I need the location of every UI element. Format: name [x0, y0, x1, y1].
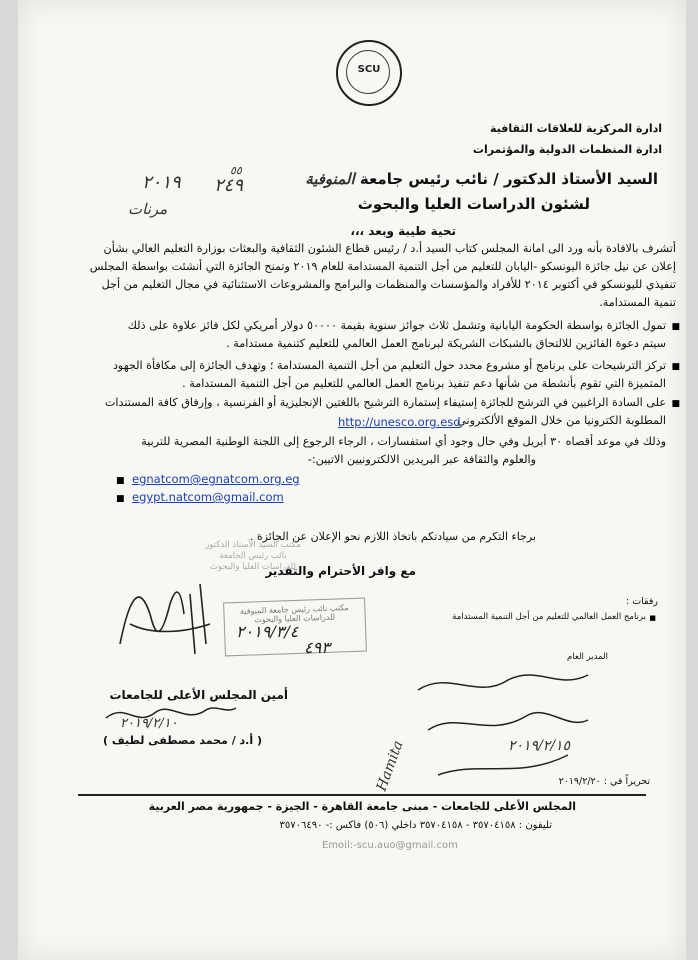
letter-page — [18, 0, 686, 960]
greeting: تحية طيبة وبعد ،،، — [350, 224, 456, 238]
bullet-icon: ■ — [671, 399, 680, 409]
request-text: برجاء التكرم من سيادتكم باتخاذ اللازم نحو الإعلان عن الجائزة . — [249, 530, 536, 543]
document-date: تحريراً في : ٢٠١٩/٢/٢٠ — [558, 776, 650, 787]
footer-address: المجلس الأعلى للجامعات - مبنى جامعة القاهرة - الجيزة - جمهورية مصر العربية — [148, 800, 576, 813]
attachment-item: برنامج العمل العالمي للتعليم من أجل التنمية المستدامة — [452, 612, 646, 622]
handwritten-side-note: Hamita — [373, 738, 407, 794]
deadline-line: والعلوم والثقافة عبر البريدين الالكترونيين الاتيين:- — [307, 453, 536, 466]
closing-text: مع وافر الأحترام والتقدير — [265, 564, 416, 578]
addressee-line-2: لشئون الدراسات العليا والبحوث — [357, 195, 590, 213]
email-link-2[interactable]: egypt.natcom@gmail.com — [132, 490, 284, 504]
paragraph-line: إعلان عن نيل جائزة اليونسكو -اليابان للتعليم من أجل التنمية المستدامة للعام ٢٠١٩ وتمنح الجائزة التي أنشئت بواسطة المجلس — [89, 260, 676, 273]
unesco-link[interactable]: http://unesco.org.esd — [338, 415, 461, 429]
paragraph-line: أتشرف بالافادة بأنه ورد الى امانة المجلس كتاب السيد أ.د / رئيس قطاع الشئون الثقافية والبعثات بوزارة التعليم العالي بشأن — [103, 242, 676, 255]
bullet-line: المطلوبة الكترونيا من خلال الموقع الألكتروني — [457, 414, 666, 427]
director-signature — [398, 660, 598, 790]
bullet-line: تمول الجائزة بواسطة الحكومة اليابانية وتشمل ثلاث جوائز سنوية بقيمة ٥٠٠٠٠ دولار أمريكي لكل فائز علاوة على ذلك — [127, 319, 666, 332]
bullet-icon: ■ — [116, 476, 125, 486]
bullet-line: سيتم دعوة الفائزين للالتحاق بالشبكات الشريكة لبرنامج العمل العالمي للتعليم كتنمية مستدامة . — [226, 337, 666, 350]
handwritten-ref-sup: ٥٥ — [230, 164, 242, 177]
secretary-handwritten-date: ٢٠١٩/٢/١٠ — [120, 716, 178, 731]
deadline-line: وذلك في موعد أقصاه ٣٠ أبريل وفي حال وجود أي استفسارات ، الرجاء الرجوع إلى اللجنة الوطنية المصرية للتربية — [141, 435, 666, 448]
faded-stamp: مكتب السيد الأستاذ الدكتور نائب رئيس الجامعة للدراسات العليا والبحوث — [205, 540, 301, 573]
bullet-line: على السادة الراغبين في الترشح للجائزة إستيفاء إستمارة الترشيح باللغتين الإنجليزية أو الفرنسية ، وإرفاق كافة المستندات — [104, 396, 666, 409]
stamp-handwritten-date: ٢٠١٩/٣/٤ — [236, 622, 299, 641]
handwritten-ref-date: ٢٠١٩ — [142, 172, 181, 193]
footer-email: Emoil:-scu.auo@gmail.com — [322, 840, 458, 851]
dept-line-1: ادارة المركزية للعلاقات الثقافية — [489, 122, 662, 135]
bullet-icon: ■ — [649, 614, 656, 622]
handwritten-signature-left — [110, 574, 230, 664]
bullet-line: تركز الترشيحات على برنامج أو مشروع محدد حول التعليم من أجل التنمية المستدامة ؛ وتهدف الجائزة إلى مكافأة الجهود — [112, 359, 666, 372]
handwritten-ref-number: ٢٤٩ — [214, 175, 244, 196]
bullet-icon: ■ — [116, 494, 125, 504]
scu-seal-logo: SCU — [336, 40, 402, 106]
bullet-icon: ■ — [671, 362, 680, 372]
paragraph-line: تنفيذي لليونسكو في أكتوبر ٢٠١٤ للأفراد والمؤسسات والمنظمات والبرامج والمشروعات الاستثنائية في مجال التعليم من أجل — [101, 278, 676, 291]
secretary-name: ( أ.د / محمد مصطفى لطيف ) — [103, 734, 262, 747]
footer-phone: تليفون : ٣٥٧٠٤١٥٨ - ٣٥٧٠٤١٥٨ داخلي (٥٠٦) فاكس :- ٣٥٧٠٦٤٩٠ — [279, 820, 552, 831]
bullet-line: المتميزة التي تقوم بأنشطة من شأنها دعم تنفيذ برنامج العمل العالمي للتعليم من أجل التنمية المستدامة . — [182, 377, 666, 390]
dept-line-2: ادارة المنظمات الدولية والمؤتمرات — [472, 143, 662, 156]
handwritten-university: المنوفية — [305, 170, 355, 188]
addressee-line-1: السيد الأستاذ الدكتور / نائب رئيس جامعة المنوفية — [305, 170, 658, 188]
paragraph-line: تنمية المستدامة. — [599, 296, 676, 309]
director-handwritten-date: ٢٠١٩/٢/١٥ — [508, 738, 571, 754]
attachments-label: رفقات : — [626, 596, 658, 607]
bullet-icon: ■ — [671, 322, 680, 332]
footer-divider — [78, 794, 646, 796]
director-title: المدير العام — [567, 652, 608, 662]
secretary-title: أمين المجلس الأعلى للجامعات — [109, 688, 288, 702]
handwritten-ref-note: مرنات — [128, 200, 168, 218]
received-stamp: مكتب نائب رئيس جامعة المنوفية للدراسات العليا والبحوث — [223, 598, 367, 657]
email-link-1[interactable]: egnatcom@egnatcom.org.eg — [132, 472, 300, 486]
stamp-handwritten-number: ٤٩٣ — [304, 638, 330, 657]
